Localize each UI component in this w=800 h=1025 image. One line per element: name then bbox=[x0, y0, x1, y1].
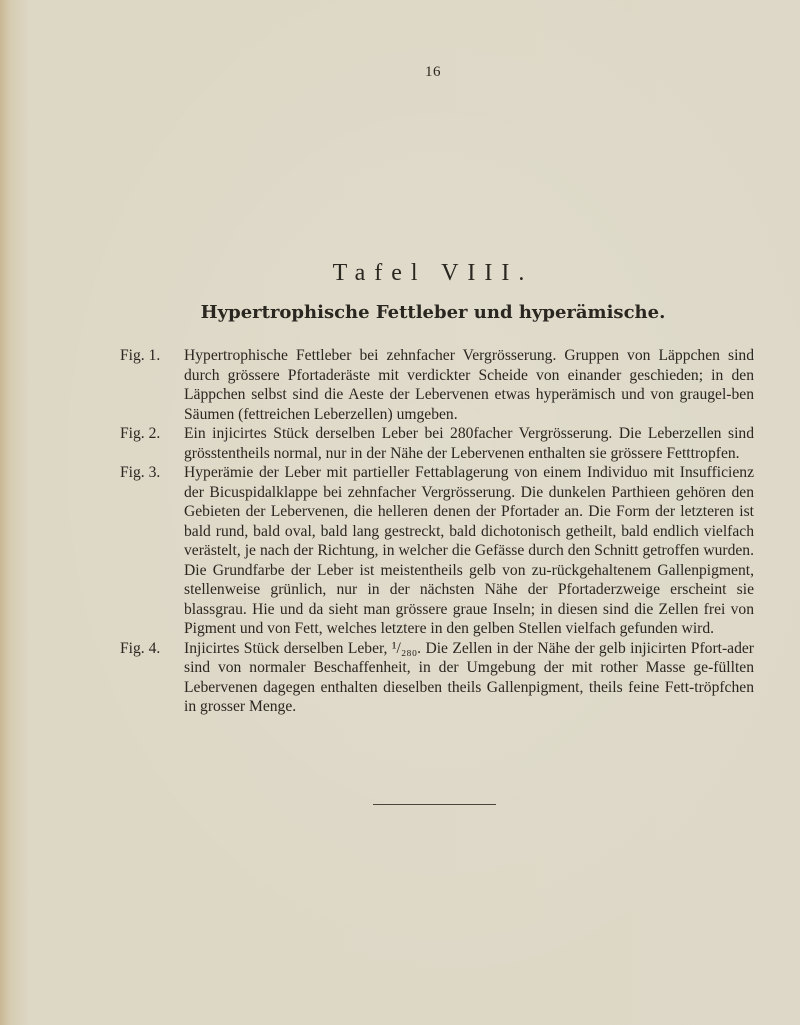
magnification-fraction: ¹/₂₈₀. bbox=[391, 639, 422, 657]
figure-label: Fig. 2. bbox=[120, 425, 161, 442]
plate-subtitle: Hypertrophische Fettleber und hyperämische. bbox=[200, 302, 666, 323]
page-number: 16 bbox=[425, 64, 441, 80]
figure-entry-4 bbox=[0, 639, 800, 717]
section-divider bbox=[373, 804, 496, 805]
figure-caption: Ein injicirtes Stück derselben Leber bei 280facher Vergrösserung. Die Leberzellen sind grösstentheils normal, nur in der Nähe der Lebervenen enthalten sie grössere Fetttropfen. bbox=[184, 425, 754, 462]
figure-label: Fig. 4. bbox=[120, 639, 161, 657]
figure-caption bbox=[184, 639, 754, 717]
figure-entry-3 bbox=[0, 463, 800, 639]
plate-title: Tafel VIII. bbox=[332, 260, 534, 286]
caption-text: Die Zellen in der Nähe der gelb injicirten Pfort-ader sind von normaler Beschaffenheit, in der Umgebung der mit rother Masse ge-füllten Lebervenen dagegen enthalten dieselben theils Gallenpigment, theils feine Fett-tröpfchen in grosser Menge. bbox=[184, 639, 755, 715]
figure-descriptions bbox=[0, 346, 800, 717]
figure-caption: Hypertrophische Fettleber bei zehnfacher Vergrösserung. Gruppen von Läppchen sind durch grössere Pfortaderäste mit verdickter Scheide von einander geschieden; in den Läppchen selbst sind die Aeste der Lebervenen etwas hyperämisch und von graugel-ben Säumen (fettreichen Leberzellen) umgeben. bbox=[184, 347, 754, 423]
figure-label: Fig. 1. bbox=[120, 347, 161, 364]
caption-text: Injicirtes Stück derselben Leber, bbox=[184, 639, 392, 657]
figure-label: Fig. 3. bbox=[120, 464, 161, 481]
figure-caption: Hyperämie der Leber mit partieller Fettablagerung von einem Individuo mit Insufficienz der Bicuspidalklappe bei zehnfacher Vergrösserung. Die dunkelen Parthieen gehören den Gebieten der Lebervenen, die helleren denen der Pfortader an. Die Form der letzteren ist bald rund, bald oval, bald lang gestreckt, bald dichotonisch getheilt, bald endlich vielfach verästelt, je nach der Richtung, in welcher die Gefässe durch den Schnitt getroffen wurden. Die Grundfarbe der Leber ist meistentheils gelb von zu-rückgehaltenem Gallenpigment, stellenweise grünlich, nur in der nächsten Nähe der Pfortaderzweige erscheint sie blassgrau. Hie und da sieht man grössere graue Inseln; in diesen sind die Zellen frei von Pigment und von Fett, welches letztere in den gelben Stellen vielfach gefunden wird. bbox=[184, 464, 754, 637]
figure-entry-1 bbox=[0, 346, 800, 424]
figure-entry-2 bbox=[0, 424, 800, 463]
